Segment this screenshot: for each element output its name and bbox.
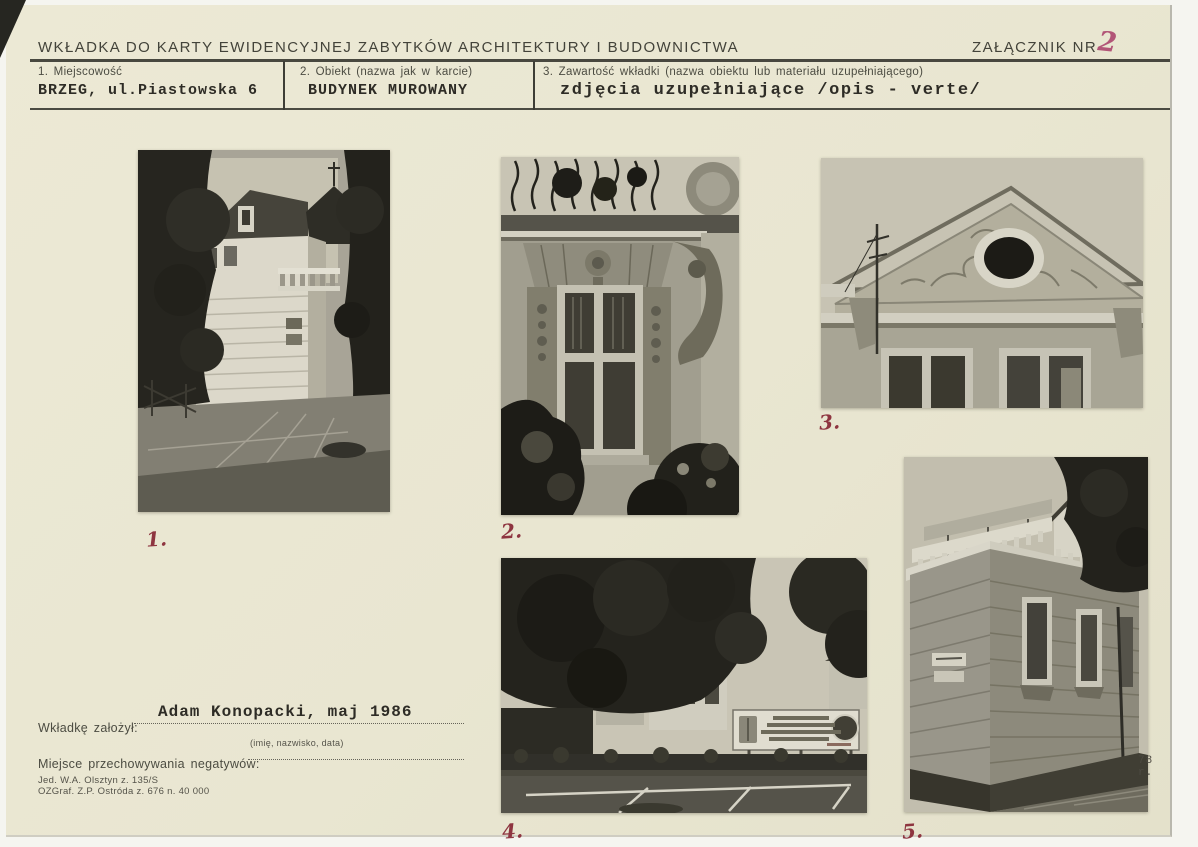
photo-5-image [904, 457, 1148, 812]
page-title: WKŁADKA DO KARTY EWIDENCYJNEJ ZABYTKÓW ARCHITEKTURY I BUDOWNICTWA [38, 39, 740, 56]
founder-value-typed: Adam Konopacki, maj 1986 [158, 703, 413, 721]
photo-3-number: 3. [818, 409, 841, 435]
field-label-obiekt: 2. Obiekt (nazwa jak w karcie) [300, 66, 473, 78]
imprint-line-2: OZGraf. Z.P. Ostróda z. 676 n. 40 000 [38, 786, 210, 797]
fields-bottom-rule [30, 108, 1170, 110]
photo-4-image [501, 558, 867, 813]
field-value-miejscowosc: BRZEG, ul.Piastowska 6 [38, 82, 259, 99]
negatives-label: Miejsce przechowywania negatywów: [38, 757, 260, 771]
field-divider-1 [283, 61, 285, 110]
photo-1-number: 1. [145, 526, 168, 552]
photo-1 [138, 150, 390, 512]
field-value-obiekt: BUDYNEK MUROWANY [308, 82, 469, 99]
founder-hint: (imię, nazwisko, data) [250, 738, 344, 748]
photo-1-image [138, 150, 390, 512]
photo-5-year-note: 78 r. [1138, 755, 1154, 779]
imprint-line-1: Jed. W.A. Olsztyn z. 135/S [38, 775, 159, 786]
field-value-zawartosc: zdjęcia uzupełniające /opis - verte/ [560, 81, 982, 100]
photo-2 [501, 157, 739, 515]
founder-dotted-line [134, 723, 464, 724]
photo-2-number: 2. [500, 518, 523, 544]
field-label-miejscowosc: 1. Miejscowość [38, 66, 123, 78]
photo-2-image [501, 157, 739, 515]
photo-3 [821, 158, 1143, 408]
card-paper [6, 5, 1172, 844]
header-rule [30, 59, 1170, 62]
photo-5 [904, 457, 1148, 812]
photo-5-number: 5. [901, 818, 924, 844]
negatives-dotted-line [248, 759, 464, 760]
founder-label: Wkładkę założył: [38, 721, 138, 735]
field-divider-2 [533, 61, 535, 110]
photo-4 [501, 558, 867, 813]
photo-4-number: 4. [501, 818, 524, 844]
attachment-label: ZAŁĄCZNIK NR [972, 39, 1098, 56]
photo-3-image [821, 158, 1143, 408]
field-label-zawartosc: 3. Zawartość wkładki (nazwa obiektu lub materiału uzupełniającego) [543, 66, 924, 78]
attachment-number-handwritten: 2 [1096, 26, 1119, 59]
